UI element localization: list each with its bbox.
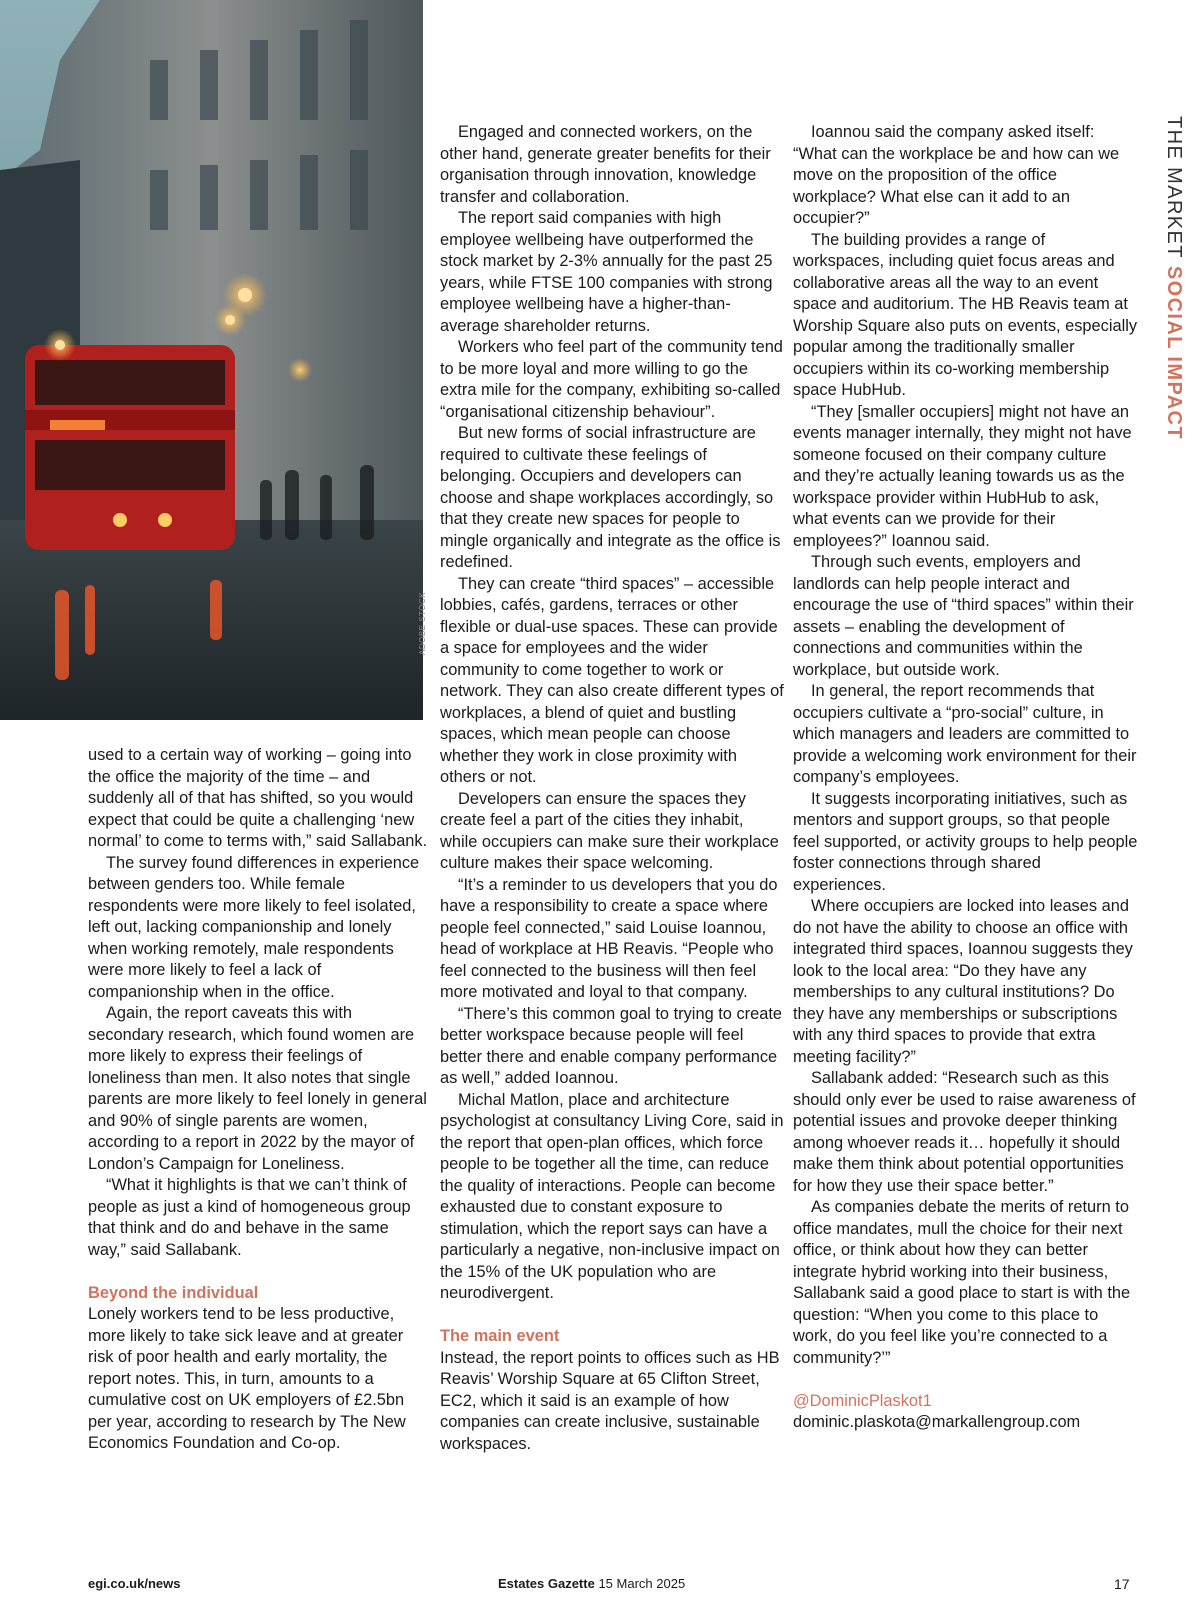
paragraph: But new forms of social infrastructure are required to cultivate these feelings of belonging. Occupiers and developers can choose and shape workplaces accordingly, so that they create new spaces for people to mingle organically and integrate as the office is redefined.: [440, 424, 781, 571]
section-prefix: THE MARKET: [1163, 116, 1185, 259]
london-street-bus-illustration: [0, 0, 423, 720]
paragraph: Again, the report caveats this with secondary research, which found women are more likely to express their feelings of loneliness than men. It also notes that single parents are more likely to feel lonely in general and 90% of single parents are women, according to a report in 2022 by the mayor of London’s Campaign for Loneliness.: [88, 1004, 427, 1173]
paragraph: In general, the report recommends that occupiers cultivate a “pro-social” culture, in which managers and leaders are committed to provide a welcoming work environment for their company’s employees.: [793, 682, 1137, 786]
paragraph: “It’s a reminder to us developers that you do have a responsibility to create a space where people feel connected,” said Louise Ioannou, head of workplace at HB Reavis. “People who feel connected to the business will then feel more motivated and loyal to that company.: [440, 875, 778, 1001]
paragraph: Through such events, employers and landlords can help people interact and encourage the use of “third spaces” within their assets – enabling the development of connections and communities within the workplace, but outside work.: [793, 553, 1134, 679]
paragraph: Developers can ensure the spaces they create feel a part of the cities they inhabit, while occupiers can make sure their workplace culture makes their space welcoming.: [440, 789, 779, 872]
paragraph: Sallabank added: “Research such as this should only ever be used to raise awareness of potential issues and provoke deeper thinking among whoever reads it… hopefully it should make them think about potential opportunities for how they use their space better.”: [793, 1069, 1136, 1195]
hero-photo: [0, 0, 423, 720]
author-email-link[interactable]: dominic.plaskota@markallengroup.com: [793, 1413, 1081, 1431]
paragraph: They can create “third spaces” – accessible lobbies, cafés, gardens, terraces or other flexible or dual-use spaces. These can provide a space for employees and the wider community to come together to work or network. They can also create different types of workplaces, a blend of quiet and bustling spaces, which mean people can choose whether they work in close proximity with others or not.: [440, 574, 784, 786]
paragraph: Where occupiers are locked into leases and do not have the ability to choose an office with integrated third spaces, Ioannou suggests they look to the local area: “Do they have any memberships to any cultural institutions? Do they have any memberships or subscriptions with any third spaces to provide that extra meeting facility?”: [793, 897, 1133, 1066]
paragraph: The building provides a range of workspaces, including quiet focus areas and collaborative areas all the way to an event space and auditorium. The HB Reavis team at Worship Square also puts on events, especially popular among the traditionally smaller occupiers within its co-working membership space HubHub.: [793, 230, 1138, 399]
paragraph: Lonely workers tend to be less productive, more likely to take sick leave and at greater risk of poor health and early mortality, the report notes. This, in turn, amounts to a cumulative cost on UK employers of £2.5bn per year, according to research by The New Economics Foundation and Co-op.: [88, 1305, 406, 1452]
article-column-2: [440, 122, 785, 1455]
paragraph: Workers who feel part of the community tend to be more loyal and more willing to go the extra mile for the company, exhibiting so-called “organisational citizenship behaviour”.: [440, 338, 783, 421]
author-twitter-link[interactable]: @DominicPlaskot1: [793, 1391, 932, 1410]
paragraph: The report said companies with high employee wellbeing have outperformed the stock market by 2-3% annually for the past 25 years, while FTSE 100 companies with strong employee wellbeing have a higher-than-average shareholder returns.: [440, 209, 773, 335]
subheading-beyond-the-individual: Beyond the individual: [88, 1283, 259, 1302]
footer-publication: [498, 1576, 685, 1591]
issue-date: 15 March 2025: [598, 1576, 686, 1591]
subheading-the-main-event: The main event: [440, 1327, 560, 1345]
footer-site-link[interactable]: egi.co.uk/news: [88, 1576, 181, 1591]
publication-name: Estates Gazette: [498, 1576, 595, 1591]
paragraph: used to a certain way of working – going into the office the majority of the time – and suddenly all of that has shifted, so you would expect that could be quite a challenging ‘new normal’ to come to terms with,” said Sallabank.: [88, 746, 428, 850]
article-column-3: [793, 122, 1138, 1434]
paragraph: “There’s this common goal to trying to create better workspace because people will feel better there and enable company performance as well,” added Ioannou.: [440, 1004, 783, 1087]
article-column-1: [88, 745, 428, 1455]
photo-credit: ADOBE STOCK: [418, 591, 427, 655]
paragraph: As companies debate the merits of return to office mandates, mull the choice for their next office, or think about how they can better integrate hybrid working into their business, Sallabank said a good place to start is with the question: “When you come to this place to work, do you feel like you’re connected to a community?’”: [793, 1198, 1131, 1367]
paragraph: Michal Matlon, place and architecture psychologist at consultancy Living Core, said in the report that open-plan offices, which force people to be together all the time, can reduce the quality of interactions. People can become exhausted due to constant exposure to stimulation, which the report says can have a particularly a negative, non-inclusive impact on the 15% of the UK population who are neurodivergent.: [440, 1090, 784, 1302]
paragraph: Instead, the report points to offices such as HB Reavis’ Worship Square at 65 Clifton Street, EC2, which it said is an example of how companies can create inclusive, sustainable workspaces.: [440, 1348, 780, 1453]
page-number: 17: [1114, 1576, 1130, 1592]
paragraph: It suggests incorporating initiatives, such as mentors and support groups, so that people feel supported, or activity groups to help people foster connections through shared experiences.: [793, 789, 1138, 894]
paragraph: “They [smaller occupiers] might not have an events manager internally, they might not have someone focused on their company culture and they’re actually leaning towards us as the workspace provider within HubHub to ask, what events can we provide for their employees?” Ioannou said.: [793, 402, 1132, 550]
paragraph: Engaged and connected workers, on the other hand, generate greater benefits for their organisation through innovation, knowledge transfer and collaboration.: [440, 123, 771, 206]
paragraph: Ioannou said the company asked itself: “What can the workplace be and how can we move on the proposition of the office workplace? What else can it add to an occupier?”: [793, 123, 1120, 227]
section-label: [1162, 116, 1185, 440]
paragraph: “What it highlights is that we can’t think of people as just a kind of homogeneous group that think and do and behave in the same way,” said Sallabank.: [88, 1176, 411, 1259]
section-title: SOCIAL IMPACT: [1163, 265, 1185, 441]
paragraph: The survey found differences in experience between genders too. While female respondents were more likely to feel isolated, left out, lacking companionship and lonely when working remotely, male respondents were more likely to feel a lack of companionship when in the office.: [88, 853, 420, 1001]
